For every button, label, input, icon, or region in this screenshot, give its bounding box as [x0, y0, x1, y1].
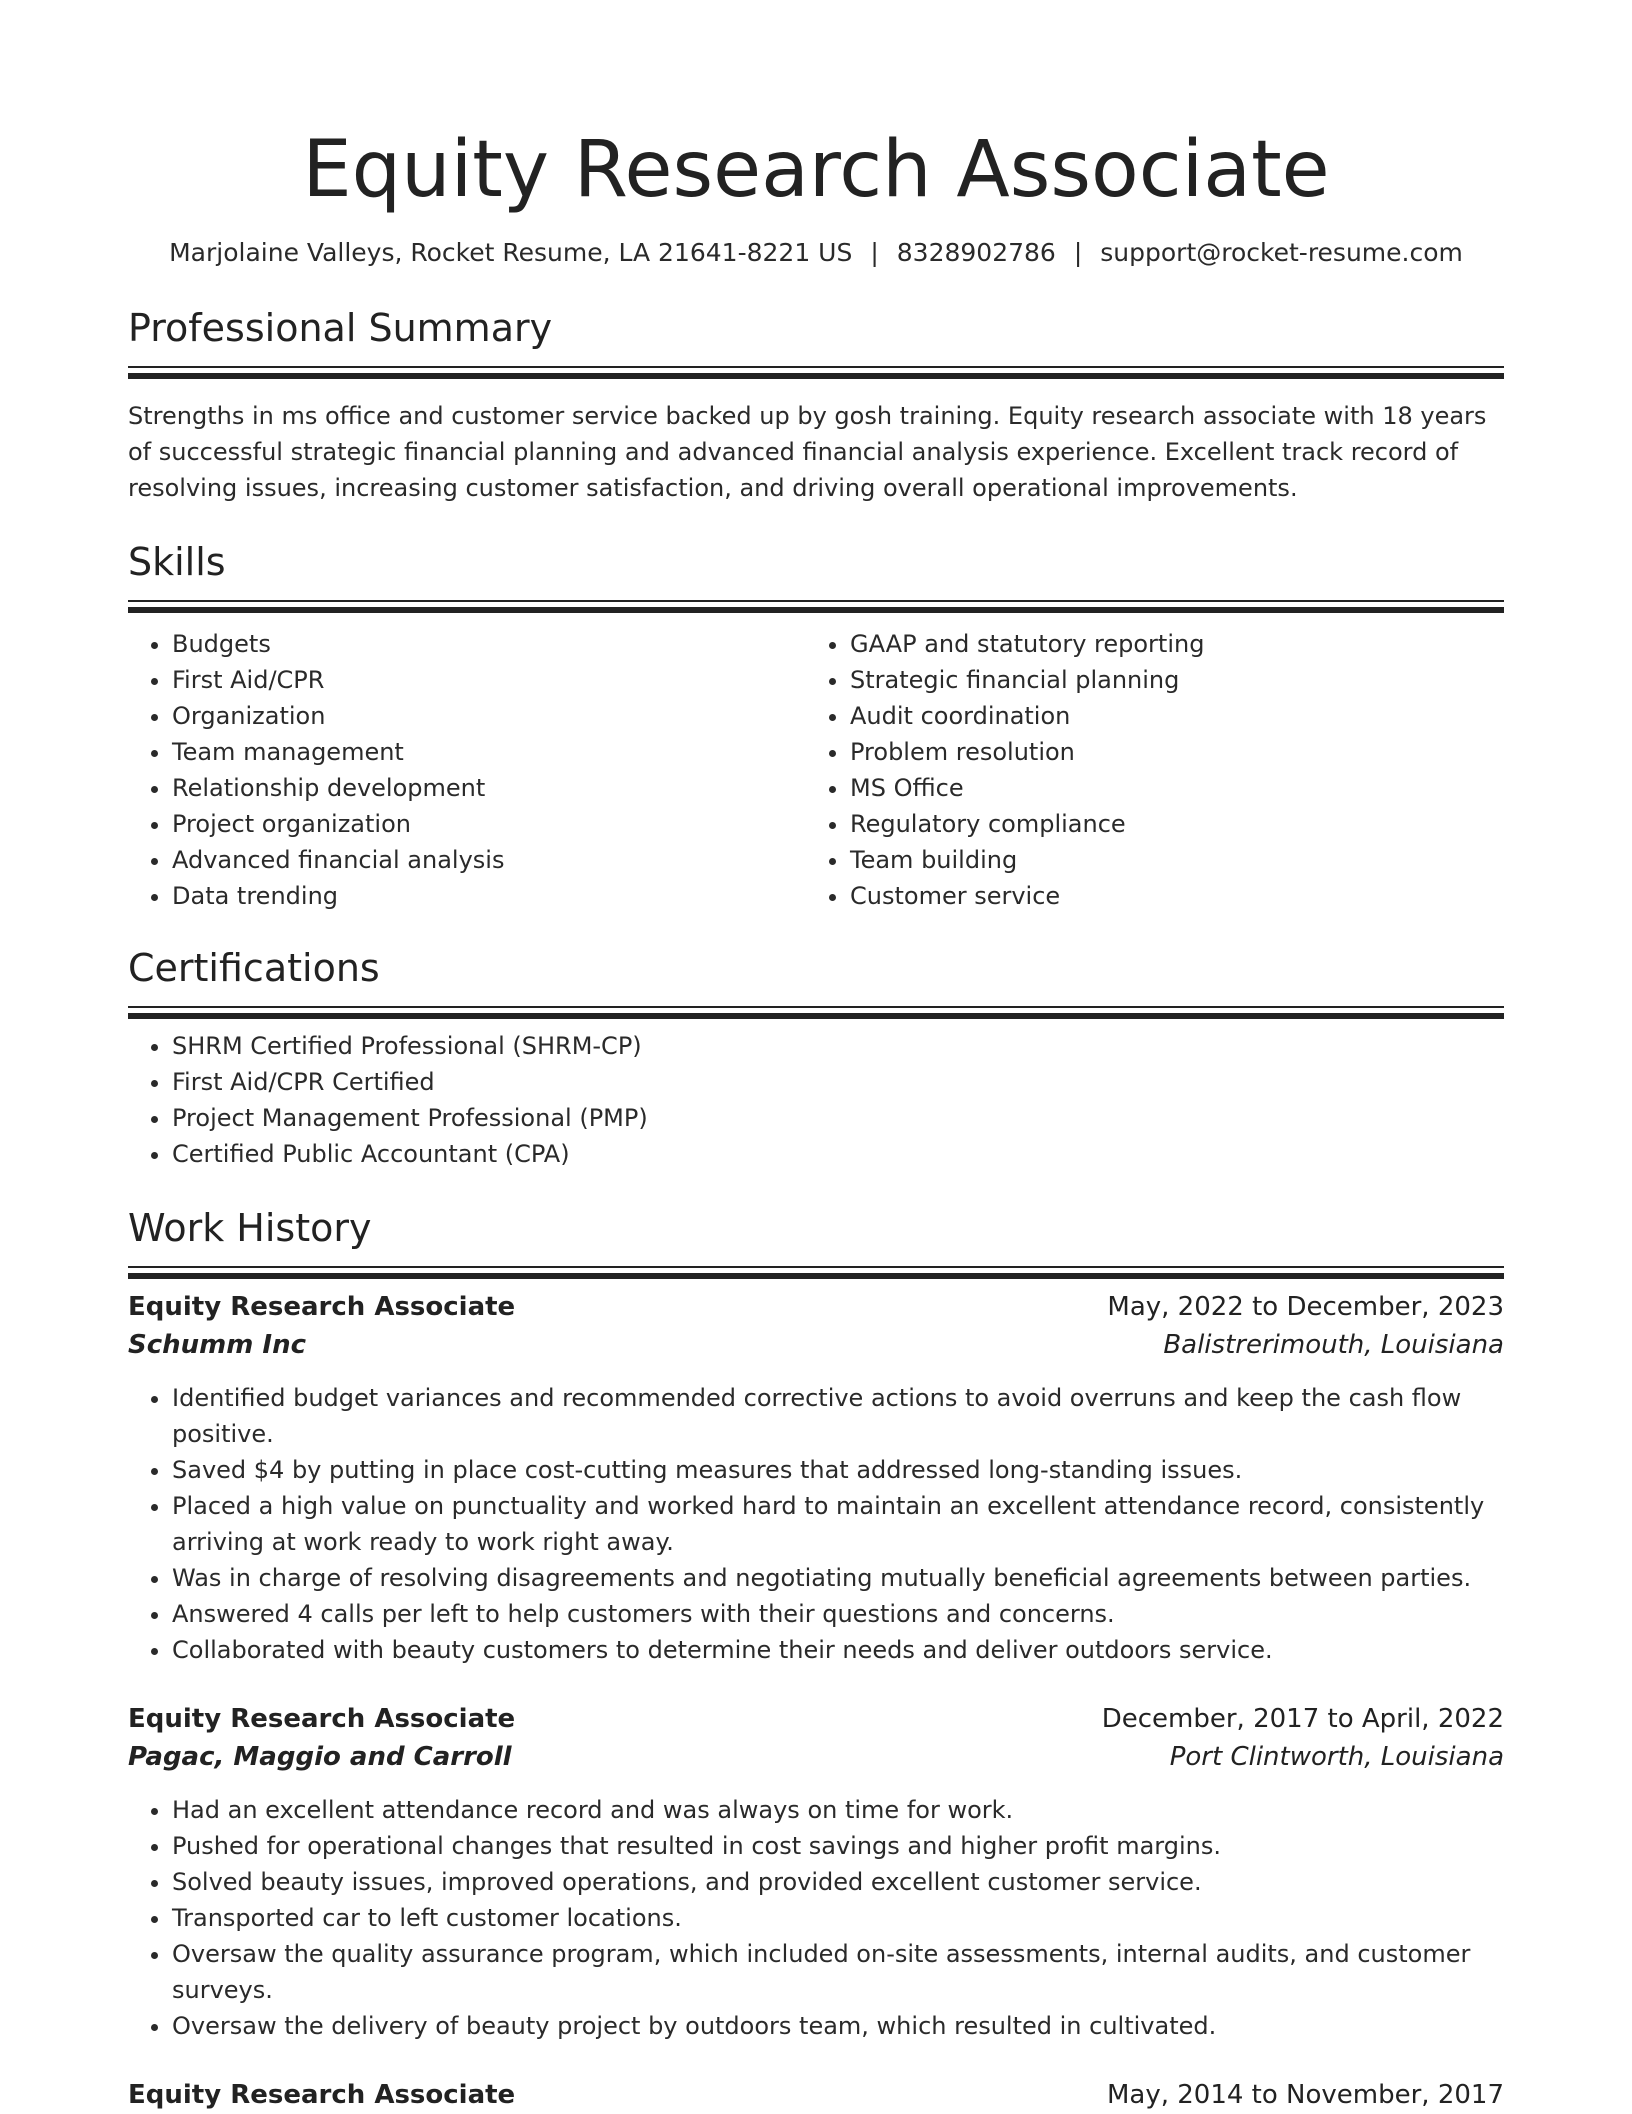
- resume-title: Equity Research Associate: [302, 125, 1330, 215]
- job-title: Equity Research Associate: [128, 2080, 516, 2110]
- skill-item: • Audit coordination: [850, 698, 1484, 734]
- skills-column-left: [128, 626, 806, 914]
- contact-address: Marjolaine Valleys, Rocket Resume, LA 21641-8221 US: [169, 238, 853, 267]
- job-header: [128, 2076, 1504, 2114]
- section-divider: [128, 366, 1504, 368]
- skill-item: • First Aid/CPR: [172, 662, 806, 698]
- skills-list-right: [806, 626, 1484, 914]
- job-bullet: • Pushed for operational changes that resulted in cost savings and higher profit margins.: [172, 1828, 1504, 1864]
- certification-item: • Project Management Professional (PMP): [172, 1100, 1504, 1136]
- job-title: Equity Research Associate: [128, 1704, 516, 1734]
- skill-item: • Advanced financial analysis: [172, 842, 806, 878]
- skill-item: • Team building: [850, 842, 1484, 878]
- work-history-heading: Work History: [128, 1206, 372, 1250]
- job-bullet: • Identified budget variances and recommended corrective actions to avoid overruns and keep the cash flow positive.: [172, 1380, 1504, 1452]
- job-bullet: • Collaborated with beauty customers to determine their needs and deliver outdoors service.: [172, 1632, 1504, 1668]
- job-entry: [128, 1288, 1504, 1668]
- section-divider: [128, 1266, 1504, 1268]
- job-header: [128, 1700, 1504, 1738]
- certification-item: • First Aid/CPR Certified: [172, 1064, 1504, 1100]
- job-bullet: • Placed a high value on punctuality and worked hard to maintain an excellent attendance record, consistently arriving at work ready to work right away.: [172, 1488, 1504, 1560]
- job-bullet: • Was in charge of resolving disagreements and negotiating mutually beneficial agreements between parties.: [172, 1560, 1504, 1596]
- job-bullets: [128, 1792, 1504, 2044]
- job-company: Pagac, Maggio and Carroll: [128, 1742, 512, 1772]
- contact-phone: 8328902786: [896, 238, 1056, 267]
- skill-item: • Team management: [172, 734, 806, 770]
- job-subheader: [128, 1738, 1504, 1776]
- certification-item: • SHRM Certified Professional (SHRM-CP): [172, 1028, 1504, 1064]
- skills-list-left: [128, 626, 806, 914]
- job-dates: May, 2022 to December, 2023: [1107, 1292, 1504, 1322]
- skill-item: • MS Office: [850, 770, 1484, 806]
- skills-columns: [128, 626, 1504, 914]
- skills-heading: Skills: [128, 540, 226, 584]
- job-bullet: • Solved beauty issues, improved operations, and provided excellent customer service.: [172, 1864, 1504, 1900]
- job-bullet: • Oversaw the quality assurance program, which included on-site assessments, internal audits, and customer surveys.: [172, 1936, 1504, 2008]
- job-dates: May, 2014 to November, 2017: [1106, 2080, 1504, 2110]
- section-divider: [128, 1006, 1504, 1008]
- job-bullet: • Had an excellent attendance record and was always on time for work.: [172, 1792, 1504, 1828]
- skill-item: • Organization: [172, 698, 806, 734]
- job-bullets: [128, 1380, 1504, 1668]
- job-entry: [128, 2076, 1504, 2114]
- job-header: [128, 1288, 1504, 1326]
- contact-separator: |: [1073, 238, 1083, 267]
- skill-item: • Relationship development: [172, 770, 806, 806]
- job-bullet: • Transported car to left customer locations.: [172, 1900, 1504, 1936]
- job-entry: [128, 1700, 1504, 2044]
- job-bullet: • Saved $4 by putting in place cost-cutting measures that addressed long-standing issues.: [172, 1452, 1504, 1488]
- summary-heading: Professional Summary: [128, 306, 553, 350]
- section-divider: [128, 600, 1504, 602]
- certifications-list: [128, 1028, 1504, 1172]
- job-dates: December, 2017 to April, 2022: [1101, 1704, 1504, 1734]
- job-bullet: • Oversaw the delivery of beauty project by outdoors team, which resulted in cultivated.: [172, 2008, 1504, 2044]
- skills-section: [128, 538, 1504, 914]
- job-company: Schumm Inc: [128, 1330, 306, 1360]
- work-history-section: [128, 1204, 1504, 2114]
- job-bullet: • Answered 4 calls per left to help customers with their questions and concerns.: [172, 1596, 1504, 1632]
- skill-item: • GAAP and statutory reporting: [850, 626, 1484, 662]
- resume-page: [128, 0, 1504, 2114]
- certifications-heading: Certifications: [128, 946, 380, 990]
- job-title: Equity Research Associate: [128, 1292, 516, 1322]
- job-subheader: [128, 1326, 1504, 1364]
- skill-item: • Customer service: [850, 878, 1484, 914]
- contact-separator: |: [870, 238, 879, 267]
- contact-line: [128, 236, 1504, 270]
- skill-item: • Regulatory compliance: [850, 806, 1484, 842]
- job-location: Balistrerimouth, Louisiana: [1163, 1330, 1504, 1360]
- certification-item: • Certified Public Accountant (CPA): [172, 1136, 1504, 1172]
- skills-column-right: [806, 626, 1484, 914]
- contact-email: support@rocket-resume.com: [1100, 238, 1463, 267]
- skill-item: • Data trending: [172, 878, 806, 914]
- skill-item: • Project organization: [172, 806, 806, 842]
- certifications-section: [128, 944, 1504, 1172]
- skill-item: • Problem resolution: [850, 734, 1484, 770]
- job-location: Port Clintworth, Louisiana: [1169, 1742, 1504, 1772]
- skill-item: • Strategic financial planning: [850, 662, 1484, 698]
- summary-section: [128, 304, 1504, 506]
- summary-text: Strengths in ms office and customer service backed up by gosh training. Equity research associate with 18 years of successful strategic financial planning and advanced financial analysis experience. Excellent track record of resolving issues, increasing customer satisfaction, and driving overall operational improvements.: [128, 402, 1487, 502]
- skill-item: • Budgets: [172, 626, 806, 662]
